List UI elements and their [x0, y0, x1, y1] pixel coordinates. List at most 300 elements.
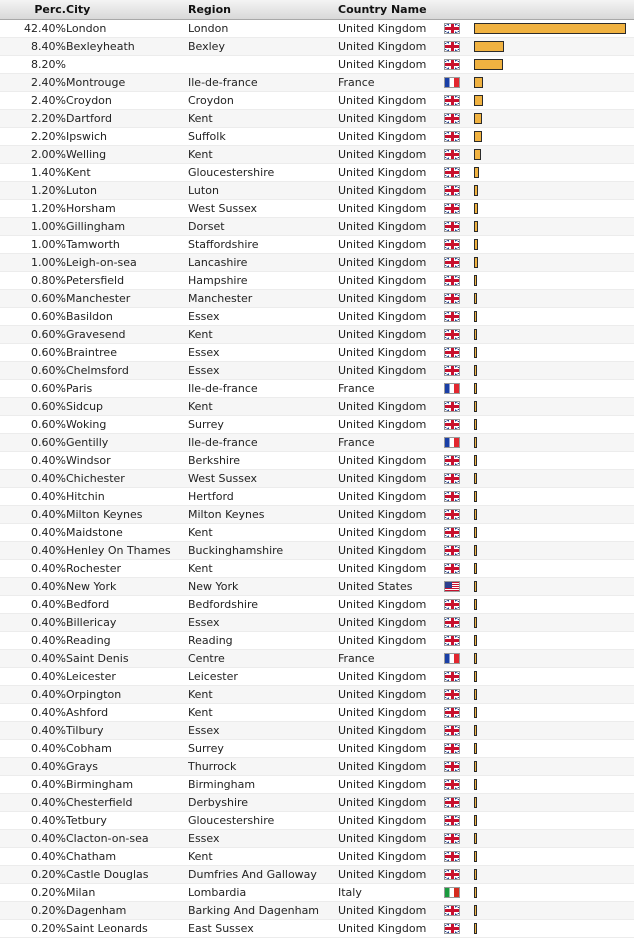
row-percentage: 0.20% — [31, 904, 66, 917]
row-region: Suffolk — [188, 130, 226, 143]
percentage-bar — [474, 149, 481, 160]
gb-flag-icon — [444, 239, 460, 250]
row-country: United Kingdom — [338, 904, 427, 917]
row-region: Gloucestershire — [188, 814, 275, 827]
row-percentage: 1.40% — [31, 166, 66, 179]
row-country: United Kingdom — [338, 256, 427, 269]
row-percentage: 2.20% — [31, 112, 66, 125]
row-country: United Kingdom — [338, 562, 427, 575]
percentage-bar — [474, 563, 477, 574]
row-city: Milan — [66, 886, 96, 899]
table-row[interactable] — [0, 884, 634, 902]
table-row[interactable] — [0, 452, 634, 470]
fr-flag-icon — [444, 77, 460, 88]
table-row[interactable] — [0, 740, 634, 758]
table-row[interactable] — [0, 542, 634, 560]
row-country: United Kingdom — [338, 814, 427, 827]
gb-flag-icon — [444, 779, 460, 790]
gb-flag-icon — [444, 365, 460, 376]
percentage-bar — [474, 671, 477, 682]
row-city: Paris — [66, 382, 93, 395]
row-country: United Kingdom — [338, 58, 427, 71]
row-region: West Sussex — [188, 202, 258, 215]
row-city: London — [66, 22, 107, 35]
row-region: Kent — [188, 526, 213, 539]
table-row[interactable] — [0, 722, 634, 740]
table-row[interactable] — [0, 758, 634, 776]
row-country: France — [338, 76, 375, 89]
row-percentage: 2.20% — [31, 130, 66, 143]
table-row[interactable] — [0, 650, 634, 668]
percentage-bar — [474, 779, 477, 790]
row-city: Leicester — [66, 670, 116, 683]
percentage-bar — [474, 689, 477, 700]
gb-flag-icon — [444, 257, 460, 268]
gb-flag-icon — [444, 527, 460, 538]
row-region: Thurrock — [188, 760, 237, 773]
percentage-bar — [474, 923, 477, 934]
gb-flag-icon — [444, 491, 460, 502]
table-row[interactable] — [0, 308, 634, 326]
gb-flag-icon — [444, 275, 460, 286]
table-row[interactable] — [0, 182, 634, 200]
row-region: Ile-de-france — [188, 436, 258, 449]
gb-flag-icon — [444, 725, 460, 736]
row-country: United Kingdom — [338, 274, 427, 287]
table-row[interactable] — [0, 344, 634, 362]
row-percentage: 0.40% — [31, 706, 66, 719]
row-country: United Kingdom — [338, 238, 427, 251]
row-region: Kent — [188, 688, 213, 701]
row-region: East Sussex — [188, 922, 254, 935]
table-row[interactable] — [0, 812, 634, 830]
row-city: Welling — [66, 148, 107, 161]
row-city: Croydon — [66, 94, 112, 107]
row-city: Chatham — [66, 850, 117, 863]
table-row[interactable] — [0, 614, 634, 632]
table-row[interactable] — [0, 902, 634, 920]
percentage-bar — [474, 725, 477, 736]
row-city: Chesterfield — [66, 796, 133, 809]
row-region: Leicester — [188, 670, 238, 683]
row-city: Hitchin — [66, 490, 105, 503]
table-row[interactable] — [0, 794, 634, 812]
table-row[interactable] — [0, 236, 634, 254]
percentage-bar — [474, 113, 482, 124]
row-country: France — [338, 652, 375, 665]
row-city: Cobham — [66, 742, 112, 755]
row-region: Bexley — [188, 40, 225, 53]
row-region: Surrey — [188, 418, 224, 431]
row-city: Clacton-on-sea — [66, 832, 149, 845]
row-percentage: 0.40% — [31, 760, 66, 773]
row-country: United Kingdom — [338, 166, 427, 179]
table-row[interactable] — [0, 200, 634, 218]
row-country: United Kingdom — [338, 328, 427, 341]
row-region: Ile-de-france — [188, 76, 258, 89]
row-city: Luton — [66, 184, 97, 197]
table-row[interactable] — [0, 38, 634, 56]
table-row[interactable] — [0, 524, 634, 542]
percentage-bar — [474, 743, 477, 754]
percentage-bar — [474, 473, 477, 484]
row-country: United Kingdom — [338, 184, 427, 197]
table-row[interactable] — [0, 668, 634, 686]
table-row[interactable] — [0, 362, 634, 380]
table-row[interactable] — [0, 326, 634, 344]
row-city: Saint Leonards — [66, 922, 148, 935]
row-country: United Kingdom — [338, 472, 427, 485]
gb-flag-icon — [444, 833, 460, 844]
table-row[interactable] — [0, 110, 634, 128]
gb-flag-icon — [444, 509, 460, 520]
percentage-bar — [474, 635, 477, 646]
row-city: Montrouge — [66, 76, 126, 89]
row-region: Barking And Dagenham — [188, 904, 320, 917]
table-row[interactable] — [0, 74, 634, 92]
row-city: Ashford — [66, 706, 109, 719]
percentage-bar — [474, 455, 477, 466]
row-percentage: 0.40% — [31, 742, 66, 755]
row-country: United Kingdom — [338, 418, 427, 431]
row-percentage: 2.40% — [31, 94, 66, 107]
percentage-bar — [474, 311, 477, 322]
row-percentage: 0.80% — [31, 274, 66, 287]
row-region: Essex — [188, 724, 220, 737]
row-city: Reading — [66, 634, 111, 647]
table-row[interactable] — [0, 92, 634, 110]
percentage-bar — [474, 347, 477, 358]
table-row[interactable] — [0, 218, 634, 236]
row-region: Kent — [188, 400, 213, 413]
row-region: Ile-de-france — [188, 382, 258, 395]
percentage-bar — [474, 239, 478, 250]
row-country: United Kingdom — [338, 130, 427, 143]
fr-flag-icon — [444, 437, 460, 448]
row-country: United Kingdom — [338, 94, 427, 107]
row-city: Chelmsford — [66, 364, 129, 377]
row-city: Horsham — [66, 202, 116, 215]
row-city: Tilbury — [66, 724, 104, 737]
gb-flag-icon — [444, 869, 460, 880]
column-header-bar — [474, 0, 634, 20]
row-percentage: 0.40% — [31, 634, 66, 647]
row-country: United States — [338, 580, 413, 593]
row-percentage: 1.00% — [31, 238, 66, 251]
table-row[interactable] — [0, 398, 634, 416]
table-row[interactable] — [0, 560, 634, 578]
row-percentage: 0.40% — [31, 454, 66, 467]
row-percentage: 2.40% — [31, 76, 66, 89]
percentage-bar — [474, 851, 477, 862]
row-country: United Kingdom — [338, 364, 427, 377]
percentage-bar — [474, 365, 477, 376]
row-city: Milton Keynes — [66, 508, 143, 521]
row-city: Sidcup — [66, 400, 104, 413]
gb-flag-icon — [444, 797, 460, 808]
row-region: Milton Keynes — [188, 508, 265, 521]
gb-flag-icon — [444, 167, 460, 178]
gb-flag-icon — [444, 95, 460, 106]
percentage-bar — [474, 95, 483, 106]
row-city: Rochester — [66, 562, 121, 575]
table-row[interactable] — [0, 704, 634, 722]
gb-flag-icon — [444, 149, 460, 160]
row-region: Staffordshire — [188, 238, 259, 251]
row-country: United Kingdom — [338, 616, 427, 629]
table-row[interactable] — [0, 56, 634, 74]
row-region: Kent — [188, 850, 213, 863]
row-region: Dorset — [188, 220, 225, 233]
row-city: Manchester — [66, 292, 131, 305]
table-body — [0, 20, 634, 938]
table-row[interactable] — [0, 920, 634, 938]
percentage-bar — [474, 905, 477, 916]
row-city: Orpington — [66, 688, 122, 701]
row-country: France — [338, 436, 375, 449]
row-percentage: 0.40% — [31, 814, 66, 827]
table-row[interactable] — [0, 290, 634, 308]
table-row[interactable] — [0, 146, 634, 164]
row-country: United Kingdom — [338, 454, 427, 467]
row-region: Dumfries And Galloway — [188, 868, 317, 881]
row-region: Luton — [188, 184, 219, 197]
row-percentage: 0.20% — [31, 922, 66, 935]
gb-flag-icon — [444, 59, 460, 70]
row-country: United Kingdom — [338, 220, 427, 233]
row-percentage: 0.60% — [31, 292, 66, 305]
row-percentage: 0.40% — [31, 652, 66, 665]
row-percentage: 0.40% — [31, 544, 66, 557]
row-region: Manchester — [188, 292, 253, 305]
percentage-bar — [474, 23, 626, 34]
row-region: New York — [188, 580, 239, 593]
row-percentage: 0.60% — [31, 400, 66, 413]
row-region: Birmingham — [188, 778, 256, 791]
gb-flag-icon — [444, 311, 460, 322]
row-percentage: 0.40% — [31, 850, 66, 863]
gb-flag-icon — [444, 401, 460, 412]
us-flag-icon — [444, 581, 460, 592]
row-city: Bedford — [66, 598, 110, 611]
row-country: United Kingdom — [338, 22, 427, 35]
row-percentage: 0.40% — [31, 832, 66, 845]
gb-flag-icon — [444, 203, 460, 214]
gb-flag-icon — [444, 563, 460, 574]
row-percentage: 0.40% — [31, 508, 66, 521]
row-city: Maidstone — [66, 526, 123, 539]
gb-flag-icon — [444, 923, 460, 934]
table-row[interactable] — [0, 470, 634, 488]
row-country: United Kingdom — [338, 490, 427, 503]
gb-flag-icon — [444, 689, 460, 700]
row-country: United Kingdom — [338, 526, 427, 539]
percentage-bar — [474, 221, 478, 232]
row-country: United Kingdom — [338, 922, 427, 935]
row-percentage: 0.60% — [31, 436, 66, 449]
row-percentage: 0.60% — [31, 382, 66, 395]
row-region: Lombardia — [188, 886, 247, 899]
row-region: Lancashire — [188, 256, 248, 269]
row-country: France — [338, 382, 375, 395]
row-country: United Kingdom — [338, 346, 427, 359]
row-region: Kent — [188, 148, 213, 161]
row-city: Leigh-on-sea — [66, 256, 137, 269]
row-country: United Kingdom — [338, 760, 427, 773]
percentage-bar — [474, 527, 477, 538]
percentage-bar — [474, 707, 477, 718]
row-city: New York — [66, 580, 117, 593]
percentage-bar — [474, 59, 503, 70]
table-row[interactable] — [0, 416, 634, 434]
row-percentage: 8.20% — [31, 58, 66, 71]
row-country: United Kingdom — [338, 796, 427, 809]
row-city: Saint Denis — [66, 652, 129, 665]
percentage-bar — [474, 437, 477, 448]
row-region: Bedfordshire — [188, 598, 259, 611]
percentage-bar — [474, 77, 483, 88]
table-row[interactable] — [0, 830, 634, 848]
row-percentage: 2.00% — [31, 148, 66, 161]
column-header-city[interactable]: City — [66, 0, 188, 20]
row-city: Tamworth — [66, 238, 120, 251]
row-city: Billericay — [66, 616, 117, 629]
percentage-bar — [474, 167, 479, 178]
row-percentage: 0.40% — [31, 688, 66, 701]
gb-flag-icon — [444, 419, 460, 430]
row-region: Essex — [188, 616, 220, 629]
row-country: United Kingdom — [338, 598, 427, 611]
percentage-bar — [474, 185, 478, 196]
row-percentage: 0.40% — [31, 796, 66, 809]
row-percentage: 0.20% — [31, 868, 66, 881]
table-row[interactable] — [0, 686, 634, 704]
table-row[interactable] — [0, 866, 634, 884]
row-country: United Kingdom — [338, 112, 427, 125]
row-country: United Kingdom — [338, 724, 427, 737]
row-city: Petersfield — [66, 274, 125, 287]
row-region: London — [188, 22, 229, 35]
row-country: United Kingdom — [338, 742, 427, 755]
row-region: Gloucestershire — [188, 166, 275, 179]
row-region: Kent — [188, 328, 213, 341]
row-city: Henley On Thames — [66, 544, 171, 557]
percentage-bar — [474, 419, 477, 430]
row-city: Gentilly — [66, 436, 109, 449]
column-header-perc[interactable]: Perc. — [0, 0, 66, 20]
row-percentage: 0.40% — [31, 724, 66, 737]
table-row[interactable] — [0, 578, 634, 596]
row-region: Hampshire — [188, 274, 248, 287]
table-row[interactable] — [0, 20, 634, 38]
gb-flag-icon — [444, 185, 460, 196]
row-region: Kent — [188, 112, 213, 125]
table-row[interactable] — [0, 254, 634, 272]
row-region: Kent — [188, 706, 213, 719]
row-region: Essex — [188, 346, 220, 359]
percentage-bar — [474, 491, 477, 502]
column-header-country[interactable]: Country Name — [338, 0, 444, 20]
row-percentage: 0.40% — [31, 670, 66, 683]
fr-flag-icon — [444, 653, 460, 664]
percentage-bar — [474, 383, 477, 394]
gb-flag-icon — [444, 113, 460, 124]
percentage-bar — [474, 761, 477, 772]
fr-flag-icon — [444, 383, 460, 394]
table-row[interactable] — [0, 380, 634, 398]
row-percentage: 0.40% — [31, 778, 66, 791]
row-percentage: 0.60% — [31, 328, 66, 341]
row-city: Basildon — [66, 310, 113, 323]
row-percentage: 1.20% — [31, 202, 66, 215]
row-city: Dartford — [66, 112, 112, 125]
gb-flag-icon — [444, 131, 460, 142]
table-row[interactable] — [0, 272, 634, 290]
gb-flag-icon — [444, 743, 460, 754]
row-percentage: 0.60% — [31, 310, 66, 323]
gb-flag-icon — [444, 635, 460, 646]
percentage-bar — [474, 275, 477, 286]
row-region: Kent — [188, 562, 213, 575]
percentage-bar — [474, 653, 477, 664]
row-percentage: 1.00% — [31, 220, 66, 233]
row-region: Derbyshire — [188, 796, 249, 809]
row-percentage: 8.40% — [31, 40, 66, 53]
table-row[interactable] — [0, 848, 634, 866]
row-country: United Kingdom — [338, 778, 427, 791]
table-row[interactable] — [0, 164, 634, 182]
table-row[interactable] — [0, 488, 634, 506]
row-country: United Kingdom — [338, 706, 427, 719]
gb-flag-icon — [444, 707, 460, 718]
gb-flag-icon — [444, 41, 460, 52]
column-header-region[interactable]: Region — [188, 0, 338, 20]
row-percentage: 0.40% — [31, 598, 66, 611]
row-city: Dagenham — [66, 904, 127, 917]
row-percentage: 0.40% — [31, 580, 66, 593]
row-city: Kent — [66, 166, 91, 179]
row-country: United Kingdom — [338, 202, 427, 215]
row-percentage: 0.20% — [31, 886, 66, 899]
table-row[interactable] — [0, 596, 634, 614]
row-country: United Kingdom — [338, 544, 427, 557]
table-row[interactable] — [0, 434, 634, 452]
row-region: West Sussex — [188, 472, 258, 485]
percentage-bar — [474, 599, 477, 610]
gb-flag-icon — [444, 221, 460, 232]
row-city: Birmingham — [66, 778, 134, 791]
row-region: Surrey — [188, 742, 224, 755]
row-city — [66, 56, 188, 74]
gb-flag-icon — [444, 815, 460, 826]
percentage-bar — [474, 797, 477, 808]
gb-flag-icon — [444, 455, 460, 466]
row-percentage: 1.00% — [31, 256, 66, 269]
table-row[interactable] — [0, 776, 634, 794]
percentage-bar — [474, 815, 477, 826]
table-row[interactable] — [0, 506, 634, 524]
percentage-bar — [474, 869, 477, 880]
percentage-bar — [474, 131, 482, 142]
percentage-bar — [474, 581, 477, 592]
row-percentage: 0.60% — [31, 346, 66, 359]
gb-flag-icon — [444, 599, 460, 610]
percentage-bar — [474, 509, 477, 520]
row-country: United Kingdom — [338, 292, 427, 305]
row-country: United Kingdom — [338, 832, 427, 845]
table-row[interactable] — [0, 632, 634, 650]
table-row[interactable] — [0, 128, 634, 146]
